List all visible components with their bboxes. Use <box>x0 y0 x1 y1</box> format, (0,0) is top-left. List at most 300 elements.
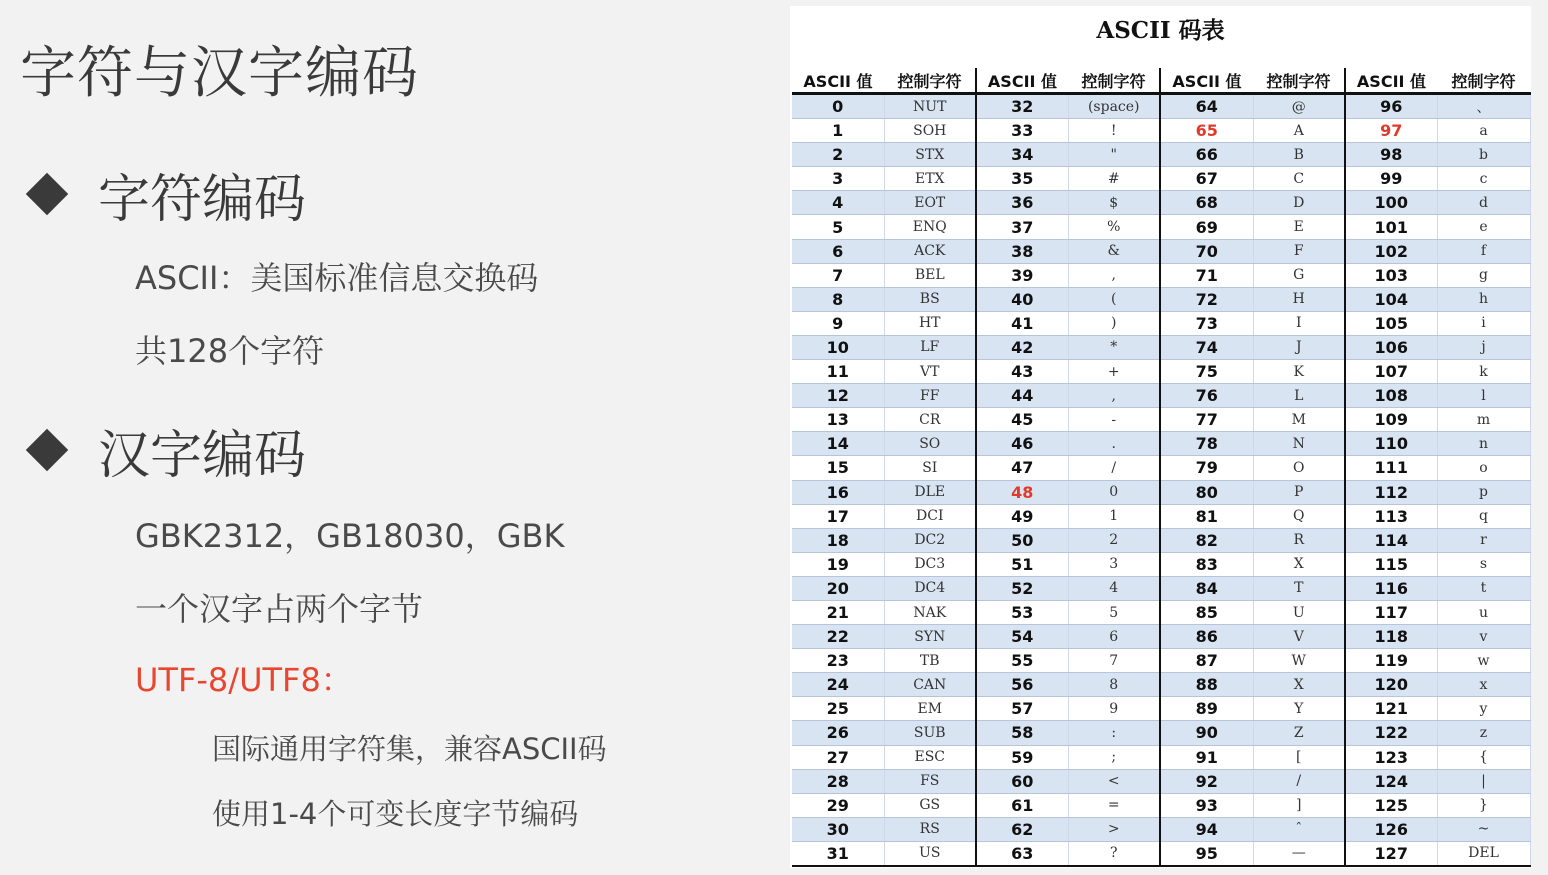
control-char-cell: $ <box>1068 191 1160 215</box>
column-header-value: ASCII 值 <box>976 68 1068 94</box>
control-char-cell: h <box>1437 287 1530 311</box>
control-char-cell: | <box>1437 769 1530 793</box>
table-row <box>792 263 1530 287</box>
control-char-cell: FF <box>884 384 976 408</box>
control-char-cell: u <box>1437 600 1530 624</box>
table-row <box>792 504 1530 528</box>
ascii-value-cell: 123 <box>1345 745 1437 769</box>
control-char-cell: W <box>1253 649 1345 673</box>
control-char-cell: / <box>1253 769 1345 793</box>
control-char-cell: ~ <box>1437 817 1530 841</box>
table-row <box>792 480 1530 504</box>
table-row <box>792 721 1530 745</box>
control-char-cell: & <box>1068 239 1160 263</box>
control-char-cell: ( <box>1068 287 1160 311</box>
ascii-value-cell: 64 <box>1160 94 1253 119</box>
ascii-value-cell: 92 <box>1160 769 1253 793</box>
ascii-value-cell: 82 <box>1160 528 1253 552</box>
ascii-value-cell: 70 <box>1160 239 1253 263</box>
ascii-value-cell: 80 <box>1160 480 1253 504</box>
control-char-cell: (space) <box>1068 94 1160 119</box>
ascii-value-cell: 24 <box>792 673 884 697</box>
ascii-value-cell: 37 <box>976 215 1068 239</box>
ascii-value-cell: 89 <box>1160 697 1253 721</box>
control-char-cell: % <box>1068 215 1160 239</box>
ascii-value-cell: 59 <box>976 745 1068 769</box>
control-char-cell: m <box>1437 408 1530 432</box>
control-char-cell: GS <box>884 793 976 817</box>
control-char-cell: K <box>1253 360 1345 384</box>
control-char-cell: RS <box>884 817 976 841</box>
control-char-cell: 4 <box>1068 576 1160 600</box>
control-char-cell: T <box>1253 576 1345 600</box>
ascii-value-cell: 72 <box>1160 287 1253 311</box>
control-char-cell: , <box>1068 263 1160 287</box>
ascii-value-cell: 25 <box>792 697 884 721</box>
heading-text: 汉字编码 <box>98 425 307 486</box>
control-char-cell: B <box>1253 143 1345 167</box>
column-header-char: 控制字符 <box>1068 68 1160 94</box>
ascii-value-cell: 81 <box>1160 504 1253 528</box>
section-heading-hanzi-encoding <box>24 420 307 486</box>
control-char-cell: g <box>1437 263 1530 287</box>
ascii-value-cell: 71 <box>1160 263 1253 287</box>
table-row <box>792 239 1530 263</box>
control-char-cell: 3 <box>1068 552 1160 576</box>
ascii-value-cell: 23 <box>792 649 884 673</box>
table-row <box>792 432 1530 456</box>
control-char-cell: z <box>1437 721 1530 745</box>
control-char-cell: H <box>1253 287 1345 311</box>
ascii-value-cell: 45 <box>976 408 1068 432</box>
table-row <box>792 600 1530 624</box>
text-line: 共128个字符 <box>135 332 325 370</box>
ascii-value-cell: 91 <box>1160 745 1253 769</box>
control-char-cell: ! <box>1068 119 1160 143</box>
ascii-value-cell: 27 <box>792 745 884 769</box>
control-char-cell: k <box>1437 360 1530 384</box>
ascii-value-cell: 104 <box>1345 287 1437 311</box>
control-char-cell: 7 <box>1068 649 1160 673</box>
ascii-table-image <box>790 6 1531 868</box>
column-header-value: ASCII 值 <box>1345 68 1437 94</box>
ascii-value-cell: 121 <box>1345 697 1437 721</box>
control-char-cell: SUB <box>884 721 976 745</box>
control-char-cell: SYN <box>884 625 976 649</box>
ascii-value-cell: 110 <box>1345 432 1437 456</box>
ascii-value-cell: 60 <box>976 769 1068 793</box>
control-char-cell: N <box>1253 432 1345 456</box>
control-char-cell: P <box>1253 480 1345 504</box>
ascii-value-cell: 55 <box>976 649 1068 673</box>
control-char-cell: ETX <box>884 167 976 191</box>
control-char-cell: ) <box>1068 311 1160 335</box>
table-row <box>792 408 1530 432</box>
ascii-value-cell: 93 <box>1160 793 1253 817</box>
control-char-cell: DC4 <box>884 576 976 600</box>
ascii-value-cell: 41 <box>976 311 1068 335</box>
ascii-value-cell: 54 <box>976 625 1068 649</box>
control-char-cell: EM <box>884 697 976 721</box>
table-row <box>792 793 1530 817</box>
ascii-value-cell: 102 <box>1345 239 1437 263</box>
ascii-value-cell: 10 <box>792 335 884 359</box>
ascii-value-cell: 3 <box>792 167 884 191</box>
ascii-value-cell: 53 <box>976 600 1068 624</box>
ascii-value-cell: 49 <box>976 504 1068 528</box>
control-char-cell: X <box>1253 552 1345 576</box>
table-row <box>792 576 1530 600</box>
control-char-cell: * <box>1068 335 1160 359</box>
control-char-cell: Z <box>1253 721 1345 745</box>
slide-title: 字符与汉字编码 <box>20 41 419 106</box>
control-char-cell: SO <box>884 432 976 456</box>
table-row <box>792 697 1530 721</box>
table-row <box>792 456 1530 480</box>
control-char-cell: w <box>1437 649 1530 673</box>
ascii-value-cell: 76 <box>1160 384 1253 408</box>
ascii-value-cell: 61 <box>976 793 1068 817</box>
text-line: 使用1-4个可变长度字节编码 <box>212 797 579 831</box>
control-char-cell: d <box>1437 191 1530 215</box>
ascii-value-cell: 116 <box>1345 576 1437 600</box>
control-char-cell: j <box>1437 335 1530 359</box>
ascii-table <box>792 68 1531 867</box>
ascii-value-cell: 86 <box>1160 625 1253 649</box>
control-char-cell: VT <box>884 360 976 384</box>
ascii-value-cell: 51 <box>976 552 1068 576</box>
control-char-cell: O <box>1253 456 1345 480</box>
diamond-bullet-icon <box>26 429 68 471</box>
table-row <box>792 817 1530 841</box>
table-row <box>792 649 1530 673</box>
control-char-cell: o <box>1437 456 1530 480</box>
ascii-value-cell: 34 <box>976 143 1068 167</box>
control-char-cell: ACK <box>884 239 976 263</box>
table-row <box>792 215 1530 239</box>
control-char-cell: J <box>1253 335 1345 359</box>
control-char-cell: LF <box>884 335 976 359</box>
control-char-cell: t <box>1437 576 1530 600</box>
control-char-cell: BEL <box>884 263 976 287</box>
control-char-cell: @ <box>1253 94 1345 119</box>
control-char-cell: 1 <box>1068 504 1160 528</box>
control-char-cell: M <box>1253 408 1345 432</box>
ascii-value-cell: 44 <box>976 384 1068 408</box>
control-char-cell: R <box>1253 528 1345 552</box>
ascii-table-body <box>792 94 1530 867</box>
text-line: 一个汉字占两个字节 <box>135 590 424 628</box>
column-header-char: 控制字符 <box>1253 68 1345 94</box>
control-char-cell: CAN <box>884 673 976 697</box>
control-char-cell: G <box>1253 263 1345 287</box>
ascii-value-cell: 97 <box>1345 119 1437 143</box>
ascii-value-cell: 95 <box>1160 841 1253 866</box>
column-header-value: ASCII 值 <box>792 68 884 94</box>
ascii-value-cell: 100 <box>1345 191 1437 215</box>
ascii-value-cell: 73 <box>1160 311 1253 335</box>
control-char-cell: i <box>1437 311 1530 335</box>
ascii-value-cell: 2 <box>792 143 884 167</box>
ascii-value-cell: 115 <box>1345 552 1437 576</box>
ascii-value-cell: 103 <box>1345 263 1437 287</box>
control-char-cell: CR <box>884 408 976 432</box>
ascii-value-cell: 87 <box>1160 649 1253 673</box>
ascii-value-cell: 114 <box>1345 528 1437 552</box>
control-char-cell: V <box>1253 625 1345 649</box>
control-char-cell: Q <box>1253 504 1345 528</box>
ascii-value-cell: 79 <box>1160 456 1253 480</box>
ascii-value-cell: 38 <box>976 239 1068 263</box>
control-char-cell: b <box>1437 143 1530 167</box>
control-char-cell: DEL <box>1437 841 1530 866</box>
ascii-value-cell: 9 <box>792 311 884 335</box>
control-char-cell: TB <box>884 649 976 673</box>
ascii-value-cell: 26 <box>792 721 884 745</box>
control-char-cell: ˆ <box>1253 817 1345 841</box>
table-row <box>792 143 1530 167</box>
ascii-value-cell: 17 <box>792 504 884 528</box>
column-header-char: 控制字符 <box>884 68 976 94</box>
table-row <box>792 119 1530 143</box>
ascii-value-cell: 6 <box>792 239 884 263</box>
control-char-cell: ENQ <box>884 215 976 239</box>
table-row <box>792 360 1530 384</box>
column-header-char: 控制字符 <box>1437 68 1530 94</box>
ascii-value-cell: 39 <box>976 263 1068 287</box>
control-char-cell: F <box>1253 239 1345 263</box>
ascii-table-title: ASCII 码表 <box>1096 17 1225 44</box>
control-char-cell: STX <box>884 143 976 167</box>
ascii-value-cell: 11 <box>792 360 884 384</box>
control-char-cell: 9 <box>1068 697 1160 721</box>
ascii-value-cell: 14 <box>792 432 884 456</box>
table-row <box>792 335 1530 359</box>
control-char-cell: / <box>1068 456 1160 480</box>
ascii-value-cell: 52 <box>976 576 1068 600</box>
ascii-value-cell: 125 <box>1345 793 1437 817</box>
ascii-value-cell: 78 <box>1160 432 1253 456</box>
control-char-cell: e <box>1437 215 1530 239</box>
control-char-cell: . <box>1068 432 1160 456</box>
ascii-value-cell: 84 <box>1160 576 1253 600</box>
ascii-value-cell: 69 <box>1160 215 1253 239</box>
ascii-value-cell: 46 <box>976 432 1068 456</box>
control-char-cell: D <box>1253 191 1345 215</box>
ascii-value-cell: 16 <box>792 480 884 504</box>
ascii-value-cell: 101 <box>1345 215 1437 239</box>
control-char-cell: y <box>1437 697 1530 721</box>
control-char-cell: — <box>1253 841 1345 866</box>
control-char-cell: < <box>1068 769 1160 793</box>
ascii-value-cell: 85 <box>1160 600 1253 624</box>
control-char-cell: q <box>1437 504 1530 528</box>
ascii-value-cell: 20 <box>792 576 884 600</box>
ascii-value-cell: 35 <box>976 167 1068 191</box>
control-char-cell: US <box>884 841 976 866</box>
ascii-value-cell: 57 <box>976 697 1068 721</box>
table-row <box>792 311 1530 335</box>
table-row <box>792 167 1530 191</box>
control-char-cell: FS <box>884 769 976 793</box>
ascii-value-cell: 127 <box>1345 841 1437 866</box>
control-char-cell: ESC <box>884 745 976 769</box>
ascii-value-cell: 112 <box>1345 480 1437 504</box>
ascii-value-cell: 18 <box>792 528 884 552</box>
control-char-cell: Y <box>1253 697 1345 721</box>
section-heading-char-encoding <box>24 164 307 230</box>
control-char-cell: x <box>1437 673 1530 697</box>
control-char-cell: a <box>1437 119 1530 143</box>
ascii-value-cell: 62 <box>976 817 1068 841</box>
ascii-value-cell: 22 <box>792 625 884 649</box>
control-char-cell: 5 <box>1068 600 1160 624</box>
ascii-value-cell: 8 <box>792 287 884 311</box>
ascii-value-cell: 90 <box>1160 721 1253 745</box>
control-char-cell: L <box>1253 384 1345 408</box>
control-char-cell: 2 <box>1068 528 1160 552</box>
control-char-cell: NUT <box>884 94 976 119</box>
control-char-cell: ; <box>1068 745 1160 769</box>
control-char-cell: { <box>1437 745 1530 769</box>
control-char-cell: SI <box>884 456 976 480</box>
ascii-value-cell: 124 <box>1345 769 1437 793</box>
ascii-value-cell: 74 <box>1160 335 1253 359</box>
control-char-cell: p <box>1437 480 1530 504</box>
control-char-cell: BS <box>884 287 976 311</box>
ascii-value-cell: 58 <box>976 721 1068 745</box>
diamond-bullet-icon <box>26 173 68 215</box>
ascii-value-cell: 113 <box>1345 504 1437 528</box>
control-char-cell: } <box>1437 793 1530 817</box>
control-char-cell: r <box>1437 528 1530 552</box>
ascii-value-cell: 83 <box>1160 552 1253 576</box>
control-char-cell: ] <box>1253 793 1345 817</box>
ascii-value-cell: 48 <box>976 480 1068 504</box>
control-char-cell: s <box>1437 552 1530 576</box>
ascii-value-cell: 108 <box>1345 384 1437 408</box>
ascii-value-cell: 4 <box>792 191 884 215</box>
ascii-value-cell: 119 <box>1345 649 1437 673</box>
ascii-value-cell: 99 <box>1345 167 1437 191</box>
ascii-value-cell: 12 <box>792 384 884 408</box>
table-header-row <box>792 68 1530 94</box>
text-line: 国际通用字符集，兼容ASCII码 <box>212 732 607 766</box>
ascii-value-cell: 43 <box>976 360 1068 384</box>
table-row <box>792 625 1530 649</box>
ascii-value-cell: 96 <box>1345 94 1437 119</box>
column-header-value: ASCII 值 <box>1160 68 1253 94</box>
control-char-cell: > <box>1068 817 1160 841</box>
ascii-value-cell: 13 <box>792 408 884 432</box>
text-line: GBK2312，GB18030，GBK <box>135 517 565 555</box>
ascii-value-cell: 32 <box>976 94 1068 119</box>
ascii-value-cell: 21 <box>792 600 884 624</box>
control-char-cell: [ <box>1253 745 1345 769</box>
ascii-value-cell: 77 <box>1160 408 1253 432</box>
utf8-label: UTF-8/UTF8： <box>135 661 353 699</box>
ascii-value-cell: 68 <box>1160 191 1253 215</box>
control-char-cell: n <box>1437 432 1530 456</box>
control-char-cell: X <box>1253 673 1345 697</box>
ascii-value-cell: 88 <box>1160 673 1253 697</box>
ascii-value-cell: 122 <box>1345 721 1437 745</box>
control-char-cell: 、 <box>1437 94 1530 119</box>
ascii-value-cell: 28 <box>792 769 884 793</box>
heading-text: 字符编码 <box>98 169 307 230</box>
table-row <box>792 673 1530 697</box>
table-row <box>792 191 1530 215</box>
ascii-value-cell: 106 <box>1345 335 1437 359</box>
control-char-cell: DC2 <box>884 528 976 552</box>
ascii-value-cell: 118 <box>1345 625 1437 649</box>
ascii-value-cell: 40 <box>976 287 1068 311</box>
ascii-value-cell: 1 <box>792 119 884 143</box>
ascii-value-cell: 31 <box>792 841 884 866</box>
ascii-value-cell: 0 <box>792 94 884 119</box>
ascii-value-cell: 42 <box>976 335 1068 359</box>
ascii-value-cell: 111 <box>1345 456 1437 480</box>
table-row <box>792 94 1530 119</box>
control-char-cell: l <box>1437 384 1530 408</box>
ascii-value-cell: 29 <box>792 793 884 817</box>
control-char-cell: # <box>1068 167 1160 191</box>
control-char-cell: : <box>1068 721 1160 745</box>
ascii-value-cell: 56 <box>976 673 1068 697</box>
ascii-value-cell: 30 <box>792 817 884 841</box>
control-char-cell: , <box>1068 384 1160 408</box>
control-char-cell: - <box>1068 408 1160 432</box>
ascii-value-cell: 19 <box>792 552 884 576</box>
control-char-cell: = <box>1068 793 1160 817</box>
ascii-value-cell: 105 <box>1345 311 1437 335</box>
table-row <box>792 841 1530 866</box>
control-char-cell: + <box>1068 360 1160 384</box>
control-char-cell: 0 <box>1068 480 1160 504</box>
ascii-value-cell: 120 <box>1345 673 1437 697</box>
ascii-value-cell: 117 <box>1345 600 1437 624</box>
control-char-cell: v <box>1437 625 1530 649</box>
control-char-cell: A <box>1253 119 1345 143</box>
control-char-cell: DC3 <box>884 552 976 576</box>
control-char-cell: 6 <box>1068 625 1160 649</box>
control-char-cell: C <box>1253 167 1345 191</box>
ascii-value-cell: 36 <box>976 191 1068 215</box>
control-char-cell: DLE <box>884 480 976 504</box>
ascii-value-cell: 5 <box>792 215 884 239</box>
table-row <box>792 552 1530 576</box>
control-char-cell: ? <box>1068 841 1160 866</box>
ascii-value-cell: 7 <box>792 263 884 287</box>
ascii-value-cell: 75 <box>1160 360 1253 384</box>
ascii-value-cell: 15 <box>792 456 884 480</box>
control-char-cell: I <box>1253 311 1345 335</box>
ascii-value-cell: 126 <box>1345 817 1437 841</box>
table-row <box>792 384 1530 408</box>
ascii-value-cell: 94 <box>1160 817 1253 841</box>
table-row <box>792 287 1530 311</box>
control-char-cell: HT <box>884 311 976 335</box>
text-line: ASCII：美国标准信息交换码 <box>135 259 539 297</box>
ascii-value-cell: 109 <box>1345 408 1437 432</box>
ascii-value-cell: 98 <box>1345 143 1437 167</box>
control-char-cell: NAK <box>884 600 976 624</box>
ascii-value-cell: 33 <box>976 119 1068 143</box>
control-char-cell: SOH <box>884 119 976 143</box>
table-row <box>792 528 1530 552</box>
ascii-value-cell: 65 <box>1160 119 1253 143</box>
control-char-cell: f <box>1437 239 1530 263</box>
